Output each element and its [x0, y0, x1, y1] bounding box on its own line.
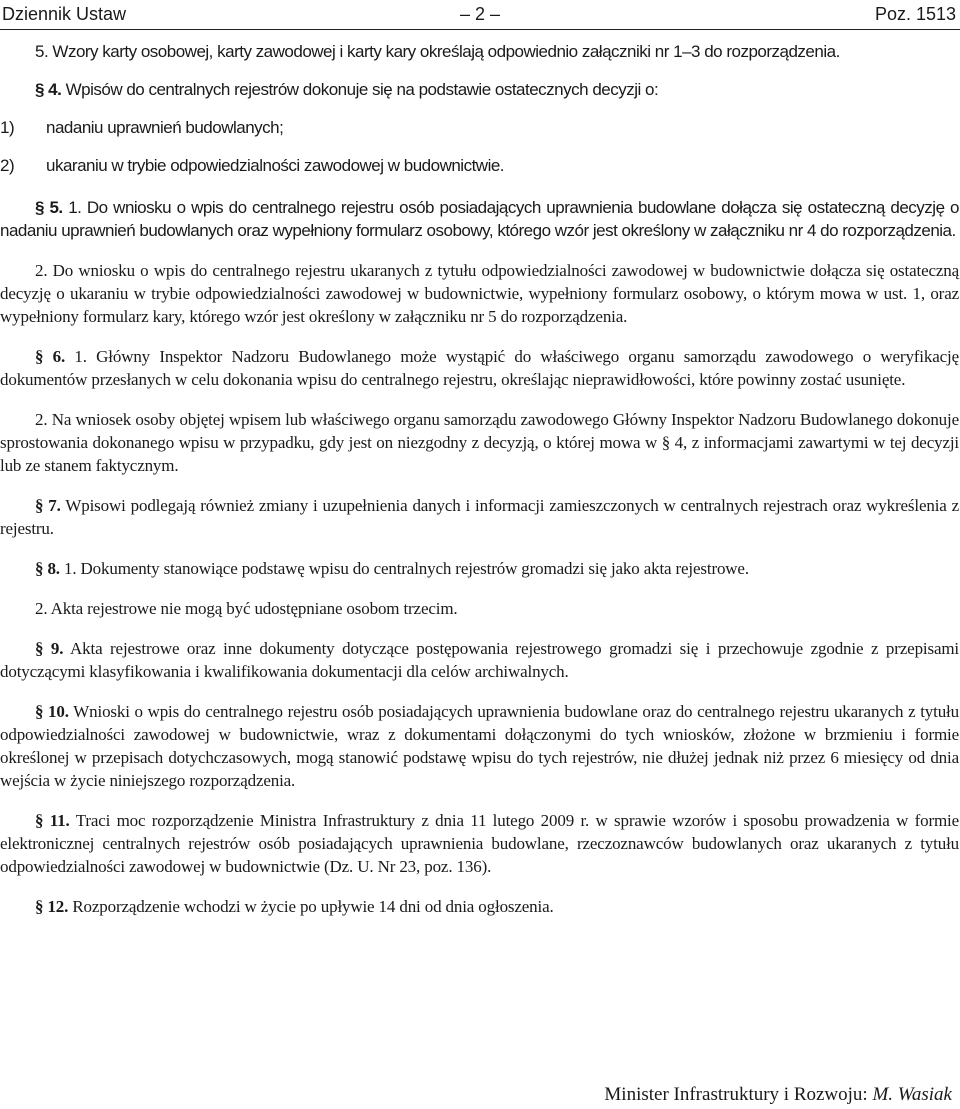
signature-block: [604, 1083, 952, 1106]
list-item-marker: 2): [0, 156, 15, 175]
list-item-marker: 1): [0, 118, 15, 137]
section-5-number: § 5.: [35, 198, 63, 217]
section-6-number: § 6.: [35, 347, 66, 366]
section-9: [0, 637, 959, 683]
section-7-number: § 7.: [35, 496, 61, 515]
signatory-title: Minister Infrastruktury i Rozwoju:: [604, 1084, 873, 1105]
position-number: Poz. 1513: [874, 4, 956, 24]
section-8-para-2: 2. Akta rejestrowe nie mogą być udostępniane osobom trzecim.: [35, 599, 458, 618]
section-6-para-2: 2. Na wniosek osoby objętej wpisem lub właściwego organu samorządu zawodowego Główny Inspektor Nadzoru Budowlanego dokonuje sprostowania dokonanego wpisu w przypadku, gdy jest on niezgodny z decyzją, o której mowa w § 4, z informacjami zawartymi w tej decyzji lub ze stanem faktycznym.: [0, 410, 959, 475]
list-item-text: nadaniu uprawnień budowlanych;: [46, 118, 284, 137]
section-11-number: § 11.: [35, 811, 70, 830]
page-number: – 2 –: [459, 4, 501, 24]
section-10-text: Wnioski o wpis do centralnego rejestru osób posiadających uprawnienia budowlane oraz do centralnego rejestru ukaranych z tytułu odpowiedzialności zawodowej w budownictwie, wraz z dokumentami dołączonymi do tych wniosków, złożone w brzmieniu i formie określonej w przepisach dotychczasowych, mogą stanowić podstawę wpisu do tych rejestrów, nie dłużej jednak niż przez 6 miesięcy od dnia wejścia w życie niniejszego rozporządzenia.: [0, 702, 959, 790]
section-9-text: Akta rejestrowe oraz inne dokumenty dotyczące postępowania rejestrowego gromadzi się i przechowuje zgodnie z przepisami dotyczącymi klasyfikowania i kwalifikowania dokumentacji dla celów archiwalnych.: [0, 639, 960, 681]
section-8-text-1: 1. Dokumenty stanowiące podstawę wpisu do centralnych rejestrów gromadzi się jako akta rejestrowe.: [59, 559, 749, 578]
page-header: [0, 0, 960, 28]
journal-title: Dziennik Ustaw: [2, 4, 127, 24]
section-4-text: Wpisów do centralnych rejestrów dokonuje się na podstawie ostatecznych decyzji o:: [61, 80, 659, 99]
section-6-text-1: 1. Główny Inspektor Nadzoru Budowlanego może wystąpić do właściwego organu samorządu zawodowego o weryfikację dokumentów przesłanych w celu dokonania wpisu do centralnego rejestru, określając nieprawidłowości, które powinny zostać usunięte.: [0, 347, 959, 389]
section-4-number: § 4.: [35, 80, 62, 99]
section-8-para-1: [0, 557, 959, 580]
paragraph-5-attachments: 5. Wzory karty osobowej, karty zawodowej i karty kary określają odpowiednio załączniki nr 1–3 do rozporządzenia.: [35, 42, 840, 61]
list-item: [0, 116, 959, 139]
section-7: [0, 494, 959, 540]
document-body: [0, 40, 959, 935]
section-12: [0, 895, 959, 918]
section-7-text: Wpisowi podlegają również zmiany i uzupełnienia danych i informacji zamieszczonych w centralnych rejestrach oraz wykreślenia z rejestru.: [0, 496, 959, 538]
section-11: [0, 809, 959, 878]
header-divider: [0, 29, 960, 30]
section-12-text: Rozporządzenie wchodzi w życie po upływie 14 dni od dnia ogłoszenia.: [68, 897, 554, 916]
section-11-text: Traci moc rozporządzenie Ministra Infrastruktury z dnia 11 lutego 2009 r. w sprawie wzorów i sposobu prowadzenia w formie elektronicznej centralnych rejestrów osób posiadających uprawnienia budowlane, rzeczoznawców budowlanych oraz ukaranych z tytułu odpowiedzialności zawodowej w budownictwie (Dz. U. Nr 23, poz. 136).: [0, 811, 959, 876]
section-10: [0, 700, 959, 792]
section-4: [0, 78, 959, 101]
section-5-para-2: 2. Do wniosku o wpis do centralnego rejestru ukaranych z tytułu odpowiedzialności zawodowej w budownictwie dołącza się ostateczną decyzję o ukaraniu w trybie odpowiedzialności zawodowej w budownictwie, wypełniony formularz osobowy, o którym mowa w ust. 1, oraz wypełniony formularz kary, którego wzór jest określony w załączniku nr 5 do rozporządzenia.: [0, 261, 959, 326]
section-12-number: § 12.: [35, 897, 69, 916]
section-9-number: § 9.: [35, 639, 64, 658]
section-8-number: § 8.: [35, 559, 60, 578]
section-5-text-1: 1. Do wniosku o wpis do centralnego rejestru osób posiadających uprawnienia budowlane dołącza się ostateczną decyzję o nadaniu uprawnień budowlanych oraz wypełniony formularz osobowy, którego wzór jest określony w załączniku nr 4 do rozporządzenia.: [0, 198, 960, 240]
section-6-para-1: [0, 345, 959, 391]
list-item-text: ukaraniu w trybie odpowiedzialności zawodowej w budownictwie.: [46, 156, 505, 175]
section-5-para-1: [0, 196, 959, 242]
signatory-name: M. Wasiak: [872, 1084, 952, 1105]
section-10-number: § 10.: [35, 702, 69, 721]
list-item: [0, 154, 959, 177]
